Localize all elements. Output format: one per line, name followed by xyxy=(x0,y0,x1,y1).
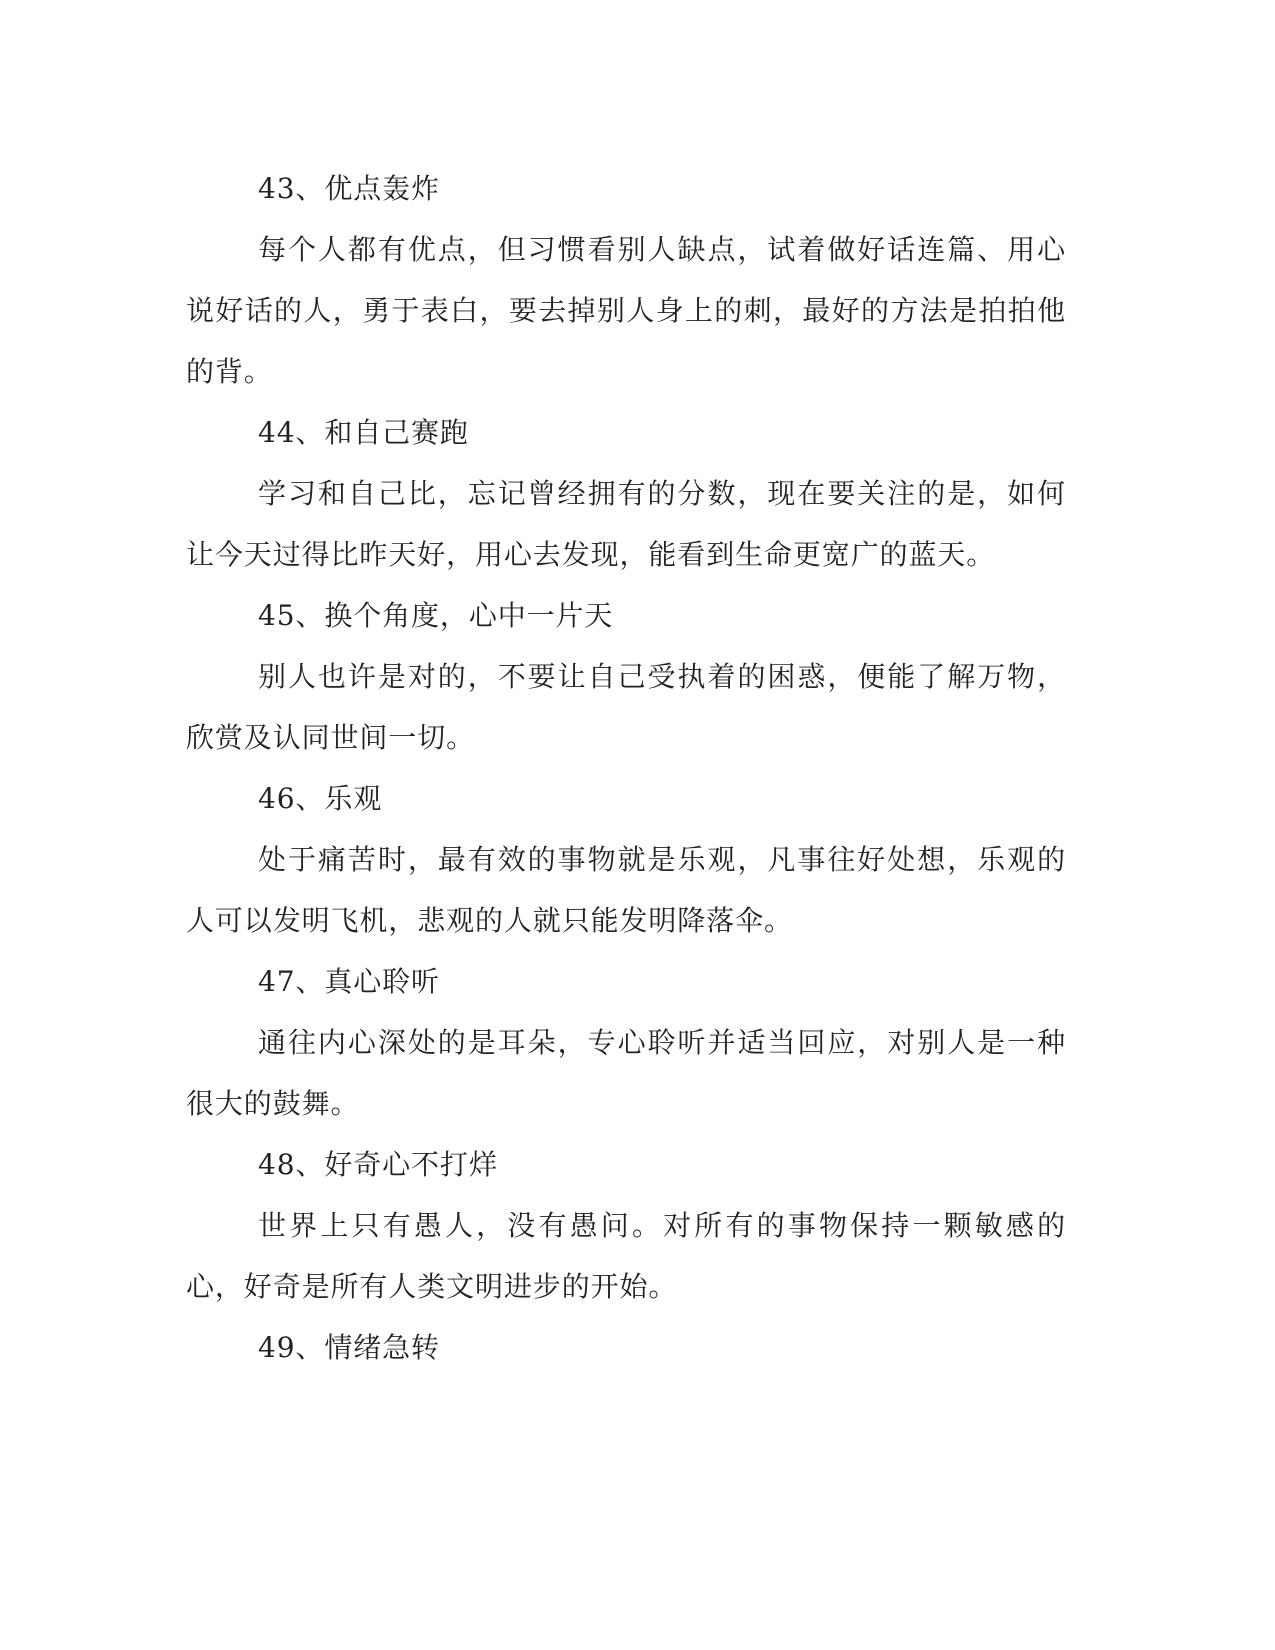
section-paragraph-46: 处于痛苦时，最有效的事物就是乐观，凡事往好处想，乐观的人可以发明飞机，悲观的人就只能发明降落伞。 xyxy=(186,843,1066,937)
section-paragraph-44: 学习和自己比，忘记曾经拥有的分数，现在要关注的是，如何让今天过得比昨天好，用心去发现，能看到生命更宽广的蓝天。 xyxy=(186,477,1066,571)
section-heading-49: 49、情绪急转 xyxy=(258,1331,440,1364)
section-heading-43: 43、优点轰炸 xyxy=(258,172,440,205)
document-body xyxy=(186,158,1066,1378)
section-heading-45: 45、换个角度，心中一片天 xyxy=(258,599,614,632)
section-paragraph-48: 世界上只有愚人，没有愚问。对所有的事物保持一颗敏感的心，好奇是所有人类文明进步的开始。 xyxy=(186,1209,1066,1303)
section-heading-46: 46、乐观 xyxy=(258,782,383,815)
section-paragraph-47: 通往内心深处的是耳朵，专心聆听并适当回应，对别人是一种很大的鼓舞。 xyxy=(186,1026,1066,1120)
section-heading-48: 48、好奇心不打烊 xyxy=(258,1148,498,1181)
section-paragraph-43: 每个人都有优点，但习惯看别人缺点，试着做好话连篇、用心说好话的人，勇于表白，要去掉别人身上的刺，最好的方法是拍拍他的背。 xyxy=(186,233,1066,388)
section-paragraph-45: 别人也许是对的，不要让自己受执着的困惑，便能了解万物，欣赏及认同世间一切。 xyxy=(186,660,1066,754)
section-heading-44: 44、和自己赛跑 xyxy=(258,416,469,449)
section-heading-47: 47、真心聆听 xyxy=(258,965,440,998)
